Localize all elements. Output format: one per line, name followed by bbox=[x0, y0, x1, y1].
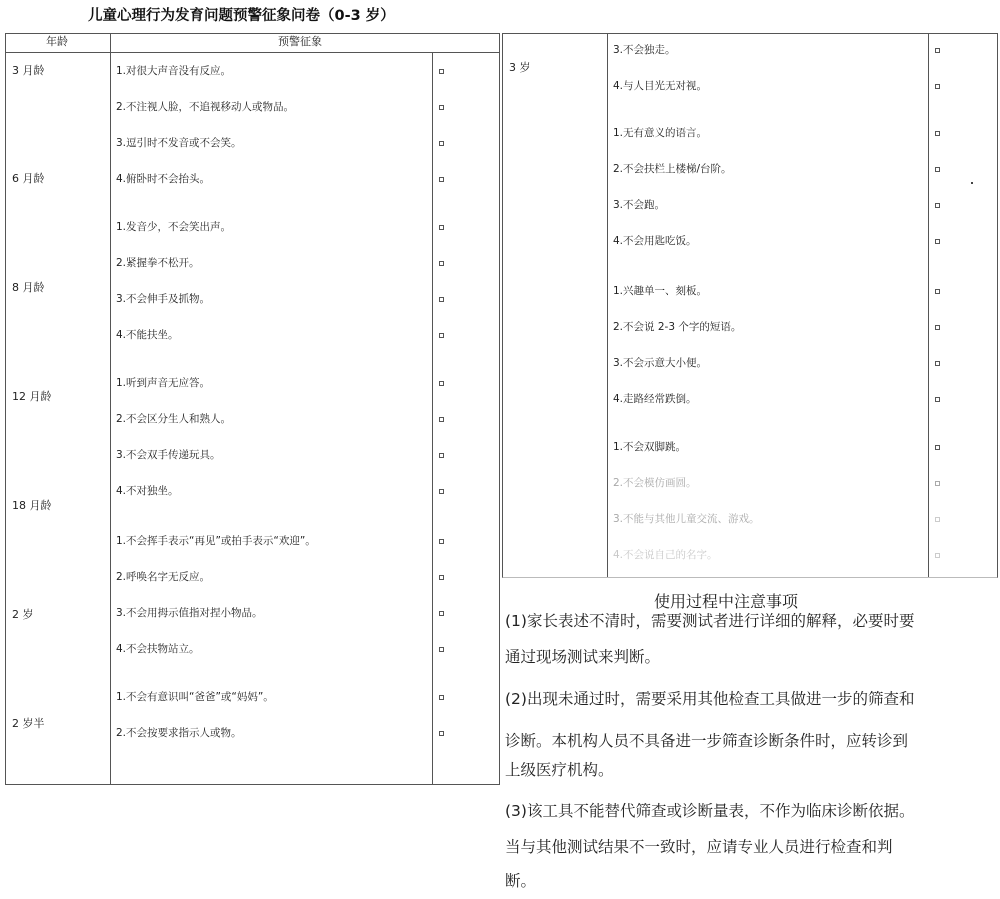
warning-sign-text: 2.不会按要求指示人或物。 bbox=[116, 727, 242, 739]
sign-checkbox[interactable] bbox=[439, 417, 444, 422]
note-line: (3)该工具不能替代筛查或诊断量表，不作为临床诊断依据。 bbox=[505, 802, 915, 820]
sign-checkbox[interactable] bbox=[935, 48, 940, 53]
sign-checkbox[interactable] bbox=[935, 553, 940, 558]
sign-checkbox[interactable] bbox=[439, 225, 444, 230]
sign-checkbox[interactable] bbox=[439, 177, 444, 182]
sign-checkbox[interactable] bbox=[439, 611, 444, 616]
warning-sign-text: 4.与人目光无对视。 bbox=[613, 80, 708, 92]
questionnaire-title: 儿童心理行为发育问题预警征象问卷（0-3 岁） bbox=[88, 8, 395, 24]
sign-checkbox[interactable] bbox=[439, 297, 444, 302]
age-label: 2 岁半 bbox=[12, 717, 45, 730]
note-line: 诊断。本机构人员不具备进一步筛查诊断条件时，应转诊到 bbox=[505, 732, 909, 750]
age-label: 6 月龄 bbox=[12, 172, 45, 185]
notes-title: 使用过程中注意事项 bbox=[654, 592, 799, 611]
sign-checkbox[interactable] bbox=[935, 239, 940, 244]
sign-checkbox[interactable] bbox=[439, 647, 444, 652]
sign-checkbox[interactable] bbox=[439, 575, 444, 580]
warning-sign-text: 4.走路经常跌倒。 bbox=[613, 393, 697, 405]
header-signs: 预警征象 bbox=[278, 35, 322, 48]
table-header bbox=[6, 34, 499, 53]
warning-sign-text: 3.不能与其他儿童交流、游戏。 bbox=[613, 513, 760, 525]
sign-checkbox[interactable] bbox=[935, 325, 940, 330]
sign-checkbox[interactable] bbox=[935, 131, 940, 136]
age-label: 2 岁 bbox=[12, 608, 34, 621]
age-label: 3 岁 bbox=[509, 61, 531, 74]
sign-checkbox[interactable] bbox=[935, 481, 940, 486]
warning-sign-text: 3.不会双手传递玩具。 bbox=[116, 449, 221, 461]
warning-sign-text: 1.不会挥手表示“再见”或拍手表示“欢迎”。 bbox=[116, 535, 316, 547]
sign-checkbox[interactable] bbox=[935, 167, 940, 172]
warning-sign-text: 4.不对独坐。 bbox=[116, 485, 179, 497]
age-label: 18 月龄 bbox=[12, 499, 52, 512]
warning-sign-text: 4.俯卧时不会抬头。 bbox=[116, 173, 211, 185]
warning-sign-text: 2.不会区分生人和熟人。 bbox=[116, 413, 232, 425]
warning-sign-text: 3.不会用拇示值指对捏小物品。 bbox=[116, 607, 263, 619]
note-line: 断。 bbox=[505, 872, 537, 890]
sign-checkbox[interactable] bbox=[439, 69, 444, 74]
warning-sign-text: 2.不会模仿画圆。 bbox=[613, 477, 697, 489]
warning-sign-text: 2.紧握拳不松开。 bbox=[116, 257, 200, 269]
warning-sign-text: 1.发音少，不会笑出声。 bbox=[116, 221, 232, 233]
sign-checkbox[interactable] bbox=[935, 517, 940, 522]
warning-sign-text: 4.不会扶物站立。 bbox=[116, 643, 200, 655]
sign-checkbox[interactable] bbox=[935, 361, 940, 366]
warning-sign-text: 1.对很大声音没有反应。 bbox=[116, 65, 232, 77]
age-label: 3 月龄 bbox=[12, 64, 45, 77]
warning-sign-text: 3.不会示意大小便。 bbox=[613, 357, 708, 369]
age-label: 8 月龄 bbox=[12, 281, 45, 294]
note-line: 上级医疗机构。 bbox=[505, 761, 614, 779]
note-line: 通过现场测试来判断。 bbox=[505, 648, 661, 666]
warning-sign-text: 2.呼唤名字无反应。 bbox=[116, 571, 211, 583]
sign-checkbox[interactable] bbox=[439, 453, 444, 458]
left-table bbox=[5, 33, 500, 785]
warning-sign-text: 3.不会伸手及抓物。 bbox=[116, 293, 211, 305]
warning-sign-text: 1.不会有意识叫“爸爸”或“妈妈”。 bbox=[116, 691, 274, 703]
sign-checkbox[interactable] bbox=[439, 539, 444, 544]
warning-sign-text: 3.不会跑。 bbox=[613, 199, 666, 211]
sign-checkbox[interactable] bbox=[439, 489, 444, 494]
warning-sign-text: 3.逗引时不发音或不会笑。 bbox=[116, 137, 242, 149]
sign-checkbox[interactable] bbox=[935, 397, 940, 402]
note-line: 当与其他测试结果不一致时，应请专业人员进行检查和判 bbox=[505, 838, 893, 856]
sign-checkbox[interactable] bbox=[439, 731, 444, 736]
warning-sign-text: 3.不会独走。 bbox=[613, 44, 676, 56]
sign-checkbox[interactable] bbox=[439, 333, 444, 338]
warning-sign-text: 1.兴趣单一、刻板。 bbox=[613, 285, 708, 297]
sign-checkbox[interactable] bbox=[935, 289, 940, 294]
sign-checkbox[interactable] bbox=[935, 445, 940, 450]
warning-sign-text: 1.听到声音无应答。 bbox=[116, 377, 211, 389]
sign-checkbox[interactable] bbox=[439, 381, 444, 386]
sign-checkbox[interactable] bbox=[439, 105, 444, 110]
warning-sign-text: 1.无有意义的语言。 bbox=[613, 127, 708, 139]
sign-checkbox[interactable] bbox=[935, 84, 940, 89]
header-age: 年龄 bbox=[46, 35, 68, 48]
warning-sign-text: 2.不会说 2-3 个字的短语。 bbox=[613, 321, 742, 333]
warning-sign-text: 4.不能扶坐。 bbox=[116, 329, 179, 341]
age-label: 12 月龄 bbox=[12, 390, 52, 403]
warning-sign-text: 4.不会用匙吃饭。 bbox=[613, 235, 697, 247]
right-table bbox=[502, 33, 998, 578]
note-line: (1)家长表述不清时，需要测试者进行详细的解释，必要时要 bbox=[505, 612, 915, 630]
sign-checkbox[interactable] bbox=[439, 695, 444, 700]
warning-sign-text: 2.不会扶栏上楼梯/台阶。 bbox=[613, 163, 732, 175]
sign-checkbox[interactable] bbox=[935, 203, 940, 208]
sign-checkbox[interactable] bbox=[439, 261, 444, 266]
warning-sign-text: 2.不注视人脸，不追视移动人或物品。 bbox=[116, 101, 295, 113]
note-line: (2)出现未通过时，需要采用其他检查工具做进一步的筛查和 bbox=[505, 690, 915, 708]
warning-sign-text: 4.不会说自己的名字。 bbox=[613, 549, 718, 561]
warning-sign-text: 1.不会双脚跳。 bbox=[613, 441, 687, 453]
sign-checkbox[interactable] bbox=[439, 141, 444, 146]
